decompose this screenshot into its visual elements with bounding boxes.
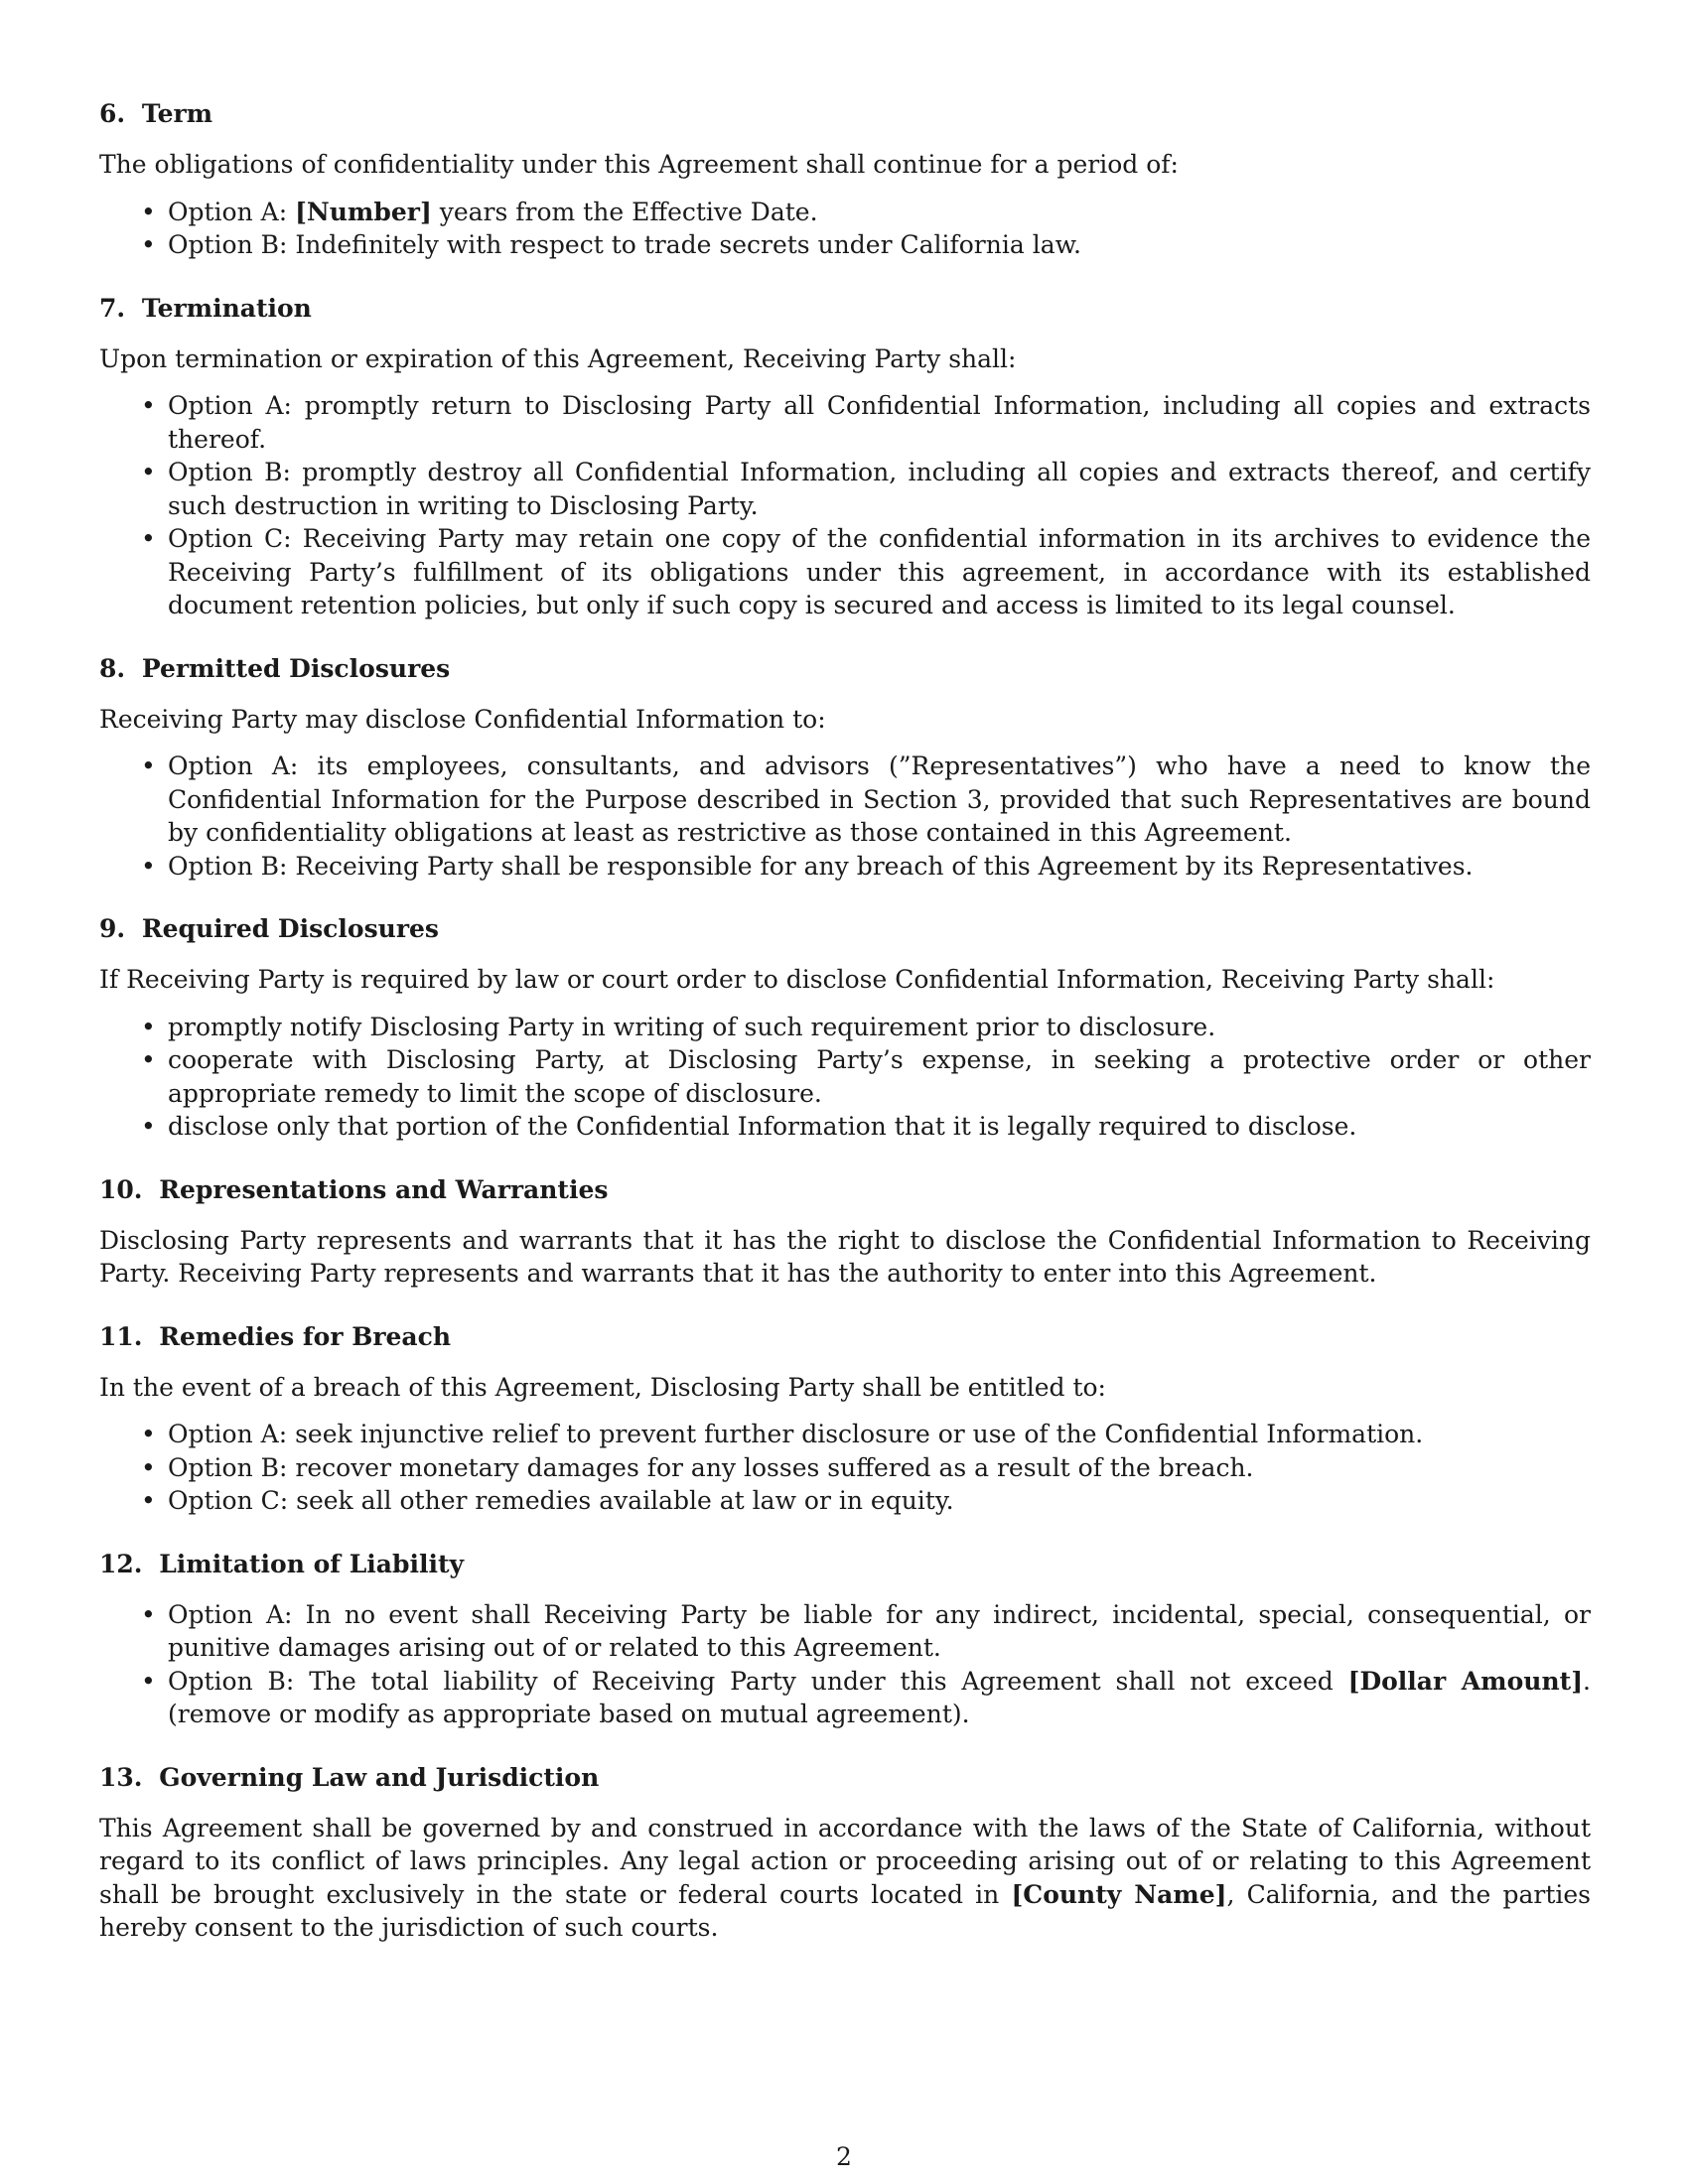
bullet-icon: •: [141, 197, 156, 226]
section-representations-warranties: [99, 1173, 1591, 1291]
section-heading: [99, 1548, 1591, 1580]
item-text: Option B: The total liability of Receiving Party under this Agreement shall not exceed: [168, 1666, 1348, 1696]
section-intro: Receiving Party may disclose Confidential Information to:: [99, 704, 826, 734]
section-number: 12.: [99, 1549, 143, 1578]
list-item: [99, 196, 1591, 229]
section-governing-law: [99, 1761, 1591, 1945]
section-termination: [99, 292, 1591, 622]
bullet-icon: •: [141, 851, 156, 881]
section-remedies-for-breach: [99, 1320, 1591, 1518]
placeholder-field: [County Name]: [1011, 1879, 1227, 1909]
option-list: [99, 196, 1591, 262]
bullet-icon: •: [141, 1045, 156, 1074]
section-title: Permitted Disclosures: [141, 653, 451, 683]
list-item: [99, 522, 1591, 622]
section-number: 6.: [99, 99, 126, 128]
item-text: Option B: promptly destroy all Confidential Information, including all copies and extracts thereof, and certify such destruction in writing to Disclosing Party.: [168, 458, 1591, 520]
list-item: [99, 1418, 1591, 1451]
item-text: Option C: seek all other remedies available at law or in equity.: [168, 1486, 954, 1515]
section-number: 13.: [99, 1762, 143, 1792]
placeholder-field: [Number]: [295, 197, 432, 226]
option-list: [99, 750, 1591, 883]
section-body: [99, 1812, 1591, 1945]
section-heading: [99, 1173, 1591, 1206]
list-item: [99, 1665, 1591, 1731]
section-heading: [99, 97, 1591, 130]
list-item: [99, 1484, 1591, 1518]
item-text: Option A: its employees, consultants, and advisors (”Representatives”) who have a need to know the Confidential Information for the Purpose described in Section 3, provided that such Representatives are bound by confidentiality obligations at least as restrictive as those contained in this Agreement.: [168, 751, 1591, 847]
section-heading: [99, 652, 1591, 685]
list-item: [99, 1011, 1591, 1044]
section-required-disclosures: [99, 912, 1591, 1144]
bullet-icon: •: [141, 230, 156, 259]
list-item: [99, 1110, 1591, 1144]
option-list: [99, 1418, 1591, 1518]
section-heading: [99, 292, 1591, 325]
bullet-icon: •: [141, 458, 156, 486]
section-title: Term: [141, 99, 213, 128]
option-list: [99, 389, 1591, 622]
section-intro: In the event of a breach of this Agreement, Disclosing Party shall be entitled to:: [99, 1372, 1106, 1402]
section-title: Representations and Warranties: [159, 1174, 609, 1204]
section-number: 9.: [99, 914, 126, 943]
list-item: [99, 228, 1591, 262]
option-list: [99, 1011, 1591, 1144]
section-title: Limitation of Liability: [159, 1549, 465, 1578]
section-permitted-disclosures: [99, 652, 1591, 884]
section-title: Governing Law and Jurisdiction: [159, 1762, 600, 1792]
bullet-icon: •: [141, 1599, 156, 1629]
bullet-icon: •: [141, 391, 156, 420]
item-text: Option A: seek injunctive relief to prevent further disclosure or use of the Confidential Information.: [168, 1420, 1424, 1448]
section-intro: If Receiving Party is required by law or court order to disclose Confidential Information, Receiving Party shall:: [99, 965, 1495, 994]
item-text: Option B: Indefinitely with respect to trade secrets under California law.: [168, 230, 1081, 259]
item-text: years from the Effective Date.: [431, 197, 818, 226]
item-text: Option B: recover monetary damages for any losses suffered as a result of the breach.: [168, 1452, 1254, 1482]
bullet-icon: •: [141, 1420, 156, 1448]
section-limitation-of-liability: [99, 1548, 1591, 1731]
list-item: [99, 1598, 1591, 1665]
section-heading: [99, 912, 1591, 945]
list-item: [99, 850, 1591, 884]
list-item: [99, 389, 1591, 456]
page-number: 2: [836, 2142, 852, 2171]
item-text: Option A: In no event shall Receiving Party be liable for any indirect, incidental, special, consequential, or punitive damages arising out of or related to this Agreement.: [168, 1599, 1591, 1662]
document-page: [99, 97, 1591, 1975]
item-text: disclose only that portion of the Confidential Information that it is legally required to disclose.: [168, 1112, 1357, 1141]
bullet-icon: •: [141, 524, 156, 553]
bullet-icon: •: [141, 751, 156, 780]
section-number: 8.: [99, 653, 126, 683]
item-text: cooperate with Disclosing Party, at Disclosing Party’s expense, in seeking a protective order or other appropriate remedy to limit the scope of disclosure.: [168, 1045, 1591, 1108]
list-item: [99, 456, 1591, 522]
list-item: [99, 750, 1591, 850]
section-body: Disclosing Party represents and warrants that it has the right to disclose the Confidential Information to Receiving Party. Receiving Party represents and warrants that it has the authority to enter into this Agreement.: [99, 1225, 1591, 1288]
item-text: Option B: Receiving Party shall be responsible for any breach of this Agreement by its Representatives.: [168, 851, 1474, 881]
bullet-icon: •: [141, 1486, 156, 1515]
section-title: Remedies for Breach: [159, 1321, 452, 1351]
option-list: [99, 1598, 1591, 1731]
body-text: , California, and the parties hereby consent to the jurisdiction of such courts.: [99, 1879, 1591, 1942]
item-text: Option A: promptly return to Disclosing Party all Confidential Information, including all copies and extracts thereof.: [168, 391, 1591, 454]
section-number: 10.: [99, 1174, 143, 1204]
section-intro: The obligations of confidentiality under this Agreement shall continue for a period of:: [99, 150, 1179, 179]
item-text: . (remove or modify as appropriate based on mutual agreement).: [168, 1666, 1591, 1728]
section-number: 7.: [99, 293, 126, 323]
list-item: [99, 1451, 1591, 1485]
bullet-icon: •: [141, 1012, 156, 1041]
item-text: Option C: Receiving Party may retain one copy of the confidential information in its archives to evidence the Receiving Party’s fulfillment of its obligations under this agreement, in accordance with its established document retention policies, but only if such copy is secured and access is limited to its legal counsel.: [168, 524, 1591, 619]
placeholder-field: [Dollar Amount]: [1347, 1666, 1584, 1696]
section-title: Termination: [141, 293, 312, 323]
item-text: promptly notify Disclosing Party in writing of such requirement prior to disclosure.: [168, 1012, 1216, 1041]
section-heading: [99, 1761, 1591, 1794]
body-text: This Agreement shall be governed by and construed in accordance with the laws of the State of California, without regard to its conflict of laws principles. Any legal action or proceeding arising out of or relating to this Agreement shall be brought exclusively in the state or federal courts located in: [99, 1813, 1591, 1909]
bullet-icon: •: [141, 1666, 156, 1696]
section-number: 11.: [99, 1321, 143, 1351]
bullet-icon: •: [141, 1452, 156, 1482]
section-title: Required Disclosures: [141, 914, 439, 943]
section-heading: [99, 1320, 1591, 1353]
list-item: [99, 1043, 1591, 1110]
bullet-icon: •: [141, 1112, 156, 1141]
section-intro: Upon termination or expiration of this Agreement, Receiving Party shall:: [99, 343, 1017, 373]
item-text: Option A:: [168, 197, 296, 226]
section-term: [99, 97, 1591, 262]
